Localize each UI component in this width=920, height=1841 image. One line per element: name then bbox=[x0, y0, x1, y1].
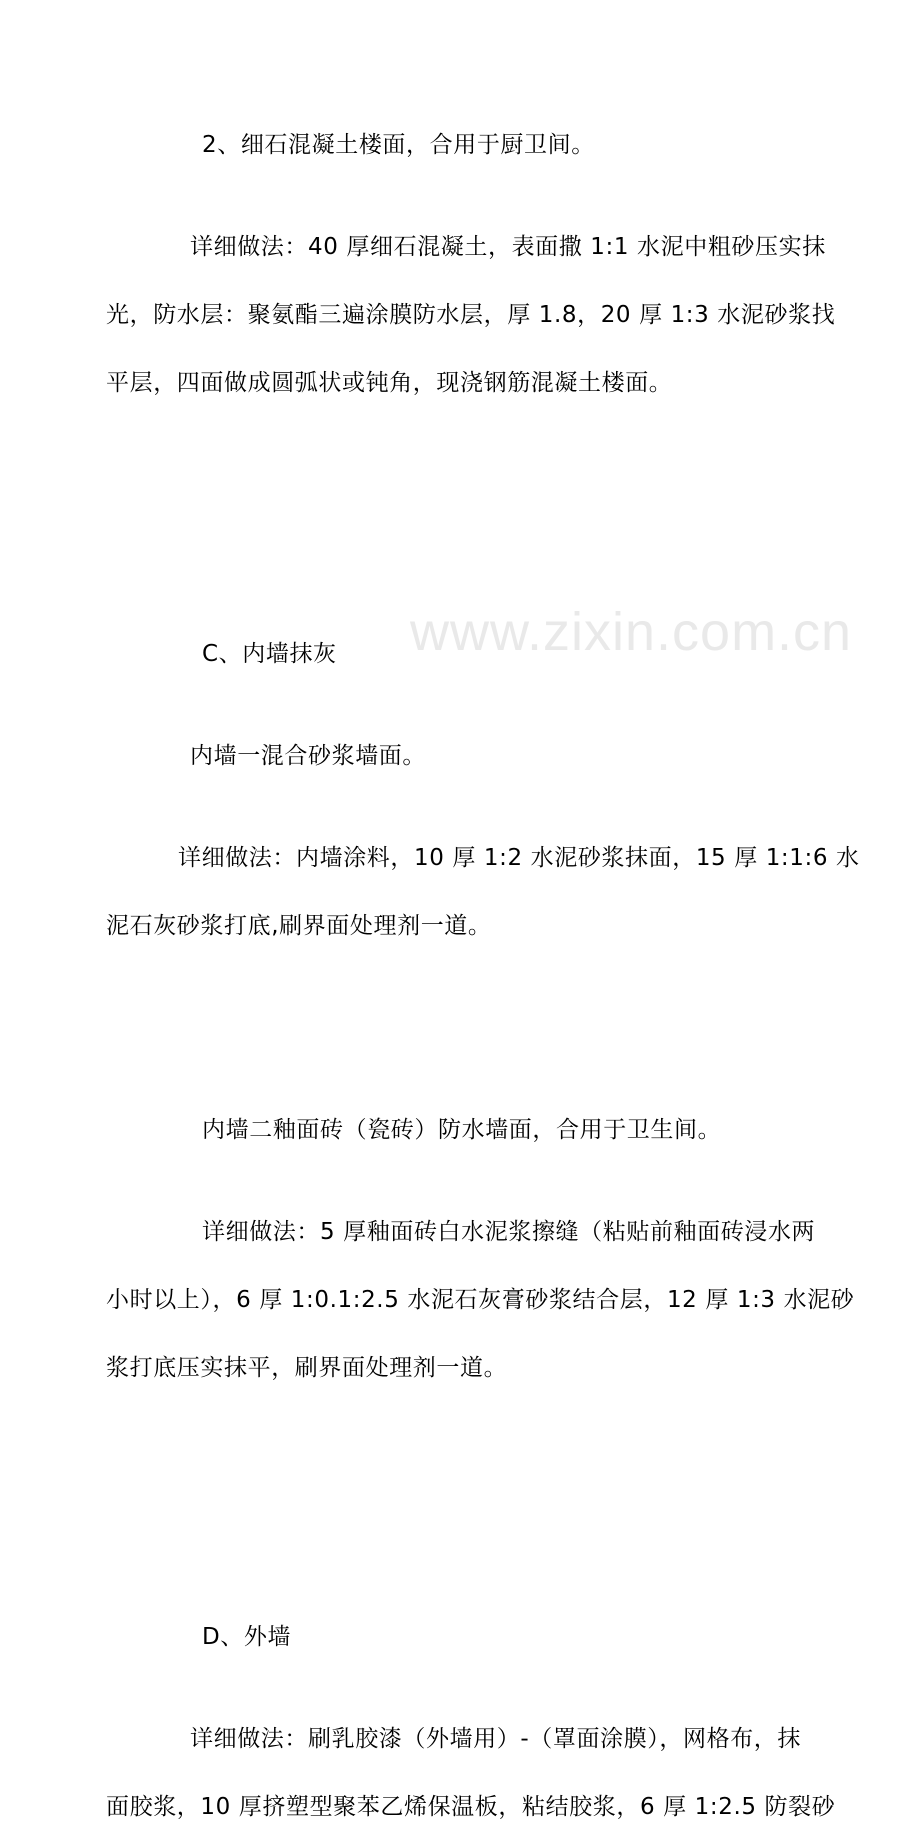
interior-wall-2-title: 内墙二釉面砖（瓷砖）防水墙面，合用于卫生间。 bbox=[202, 1117, 722, 1143]
paragraph-line: 详细做法：内墙涂料，10 厚 1:2 水泥砂浆抹面，15 厚 1:1:6 水 bbox=[178, 845, 860, 871]
paragraph-line: 泥石灰砂浆打底,刷界面处理剂一道。 bbox=[106, 913, 492, 939]
paragraph-line: 面胶浆，10 厚挤塑型聚苯乙烯保温板，粘结胶浆，6 厚 1:2.5 防裂砂 bbox=[106, 1794, 836, 1820]
interior-wall-1-title: 内墙一混合砂浆墙面。 bbox=[190, 743, 426, 769]
floor-item-2-heading: 2、细石混凝土楼面，合用于厨卫间。 bbox=[202, 132, 595, 158]
paragraph-line: 详细做法：刷乳胶漆（外墙用）-（罩面涂膜），网格布，抹 bbox=[190, 1726, 801, 1752]
paragraph-line: 小时以上），6 厚 1:0.1:2.5 水泥石灰膏砂浆结合层，12 厚 1:3 水泥砂 bbox=[106, 1287, 855, 1313]
paragraph-line: 平层，四面做成圆弧状或钝角，现浇钢筋混凝土楼面。 bbox=[106, 370, 673, 396]
paragraph-line: 浆打底压实抹平，刷界面处理剂一道。 bbox=[106, 1355, 508, 1381]
section-c-heading: C、内墙抹灰 bbox=[202, 641, 337, 667]
paragraph-line: 详细做法：40 厚细石混凝土，表面撒 1:1 水泥中粗砂压实抹 bbox=[190, 234, 826, 260]
exterior-wall-detail bbox=[106, 1705, 836, 1841]
paragraph-line: 详细做法：5 厚釉面砖白水泥浆擦缝（粘贴前釉面砖浸水两 bbox=[202, 1219, 816, 1245]
paragraph-line: 光，防水层：聚氨酯三遍涂膜防水层，厚 1.8，20 厚 1:3 水泥砂浆找 bbox=[106, 302, 836, 328]
watermark: www.zixin.com.cn bbox=[410, 602, 853, 662]
interior-wall-1-detail bbox=[106, 824, 860, 960]
interior-wall-2-detail bbox=[106, 1198, 855, 1402]
section-d-heading: D、外墙 bbox=[202, 1624, 292, 1650]
floor-item-2-detail bbox=[106, 213, 836, 417]
